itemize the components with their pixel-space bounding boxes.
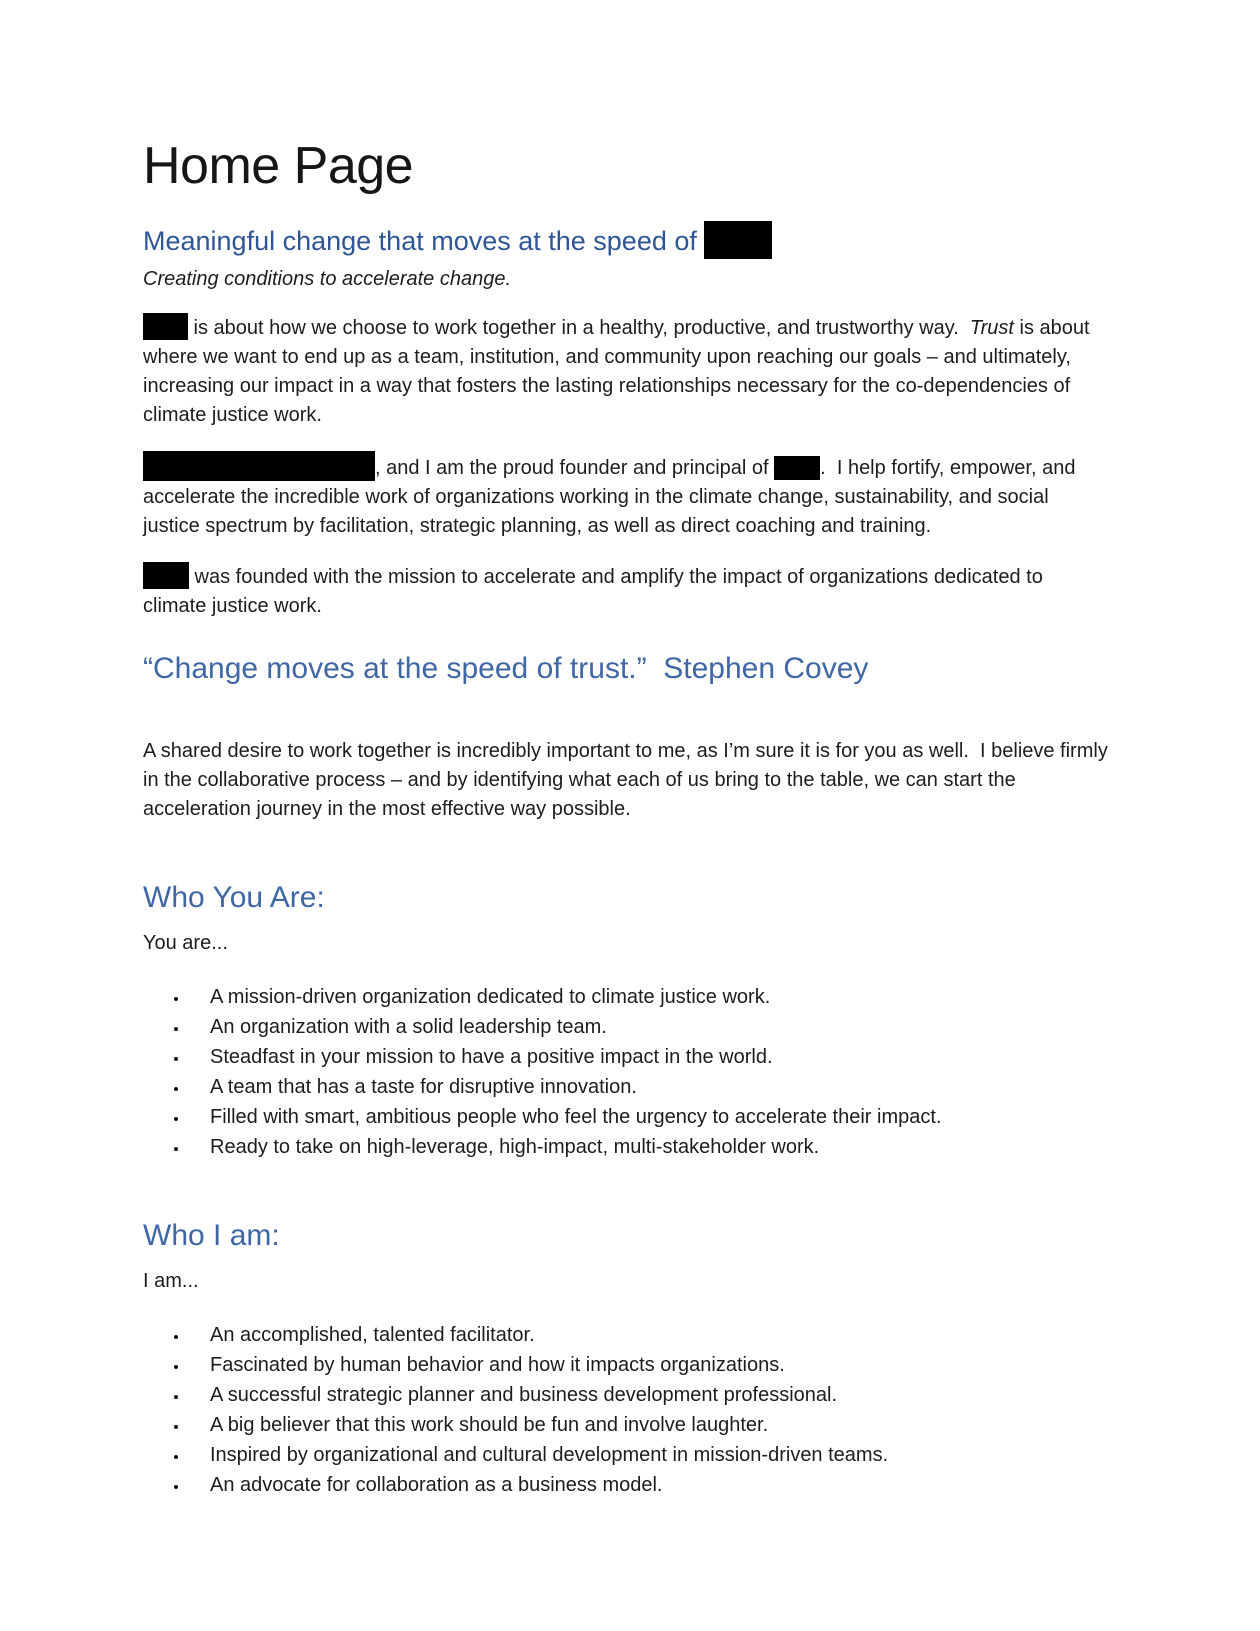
document-content (143, 221, 1110, 1500)
section-heading: “Change moves at the speed of trust.” Stephen Covey (143, 652, 869, 686)
sub-heading: Meaningful change that moves at the speed of (143, 221, 1110, 259)
redaction-box (143, 451, 375, 481)
paragraph: is about how we choose to work together in a healthy, productive, and trustworthy way. Trust is about where we want to end up as a team, institution, and community upon reaching our goals – and ultimately, increasing our impact in a way that fosters the lasting relationships necessary for the co-dependencies of climate justice work. (143, 313, 1110, 430)
paragraph: A shared desire to work together is incredibly important to me, as I’m sure it is for you as well. I believe firmly in the collaborative process – and by identifying what each of us bring to the table, we can start the acceleration journey in the most effective way possible. (143, 740, 1108, 821)
paragraph: I am... (143, 1270, 199, 1293)
list-item: • Ready to take on high-leverage, high-impact, multi-stakeholder work. (189, 1132, 1110, 1162)
bullet-list (143, 982, 1110, 1162)
redaction-box (704, 221, 772, 259)
list-item: • An accomplished, talented facilitator. (189, 1320, 1110, 1350)
list-item: • A team that has a taste for disruptive innovation. (189, 1072, 1110, 1102)
list-item: • A successful strategic planner and business development professional. (189, 1380, 1110, 1410)
redaction-box (143, 313, 188, 340)
list-item: • An organization with a solid leadership team. (189, 1012, 1110, 1042)
list-item: • A big believer that this work should be fun and involve laughter. (189, 1410, 1110, 1440)
list-item: • Filled with smart, ambitious people who feel the urgency to accelerate their impact. (189, 1102, 1110, 1132)
tagline: Creating conditions to accelerate change. (143, 268, 512, 291)
list-item: • An advocate for collaboration as a business model. (189, 1470, 1110, 1500)
list-item: • Steadfast in your mission to have a positive impact in the world. (189, 1042, 1110, 1072)
section-heading: Who I am: (143, 1219, 280, 1253)
paragraph: was founded with the mission to accelerate and amplify the impact of organizations dedicated to climate justice work. (143, 562, 1110, 621)
redaction-box (143, 562, 189, 589)
list-item: • A mission-driven organization dedicated to climate justice work. (189, 982, 1110, 1012)
paragraph: You are... (143, 932, 228, 955)
list-item: • Fascinated by human behavior and how it impacts organizations. (189, 1350, 1110, 1380)
paragraph: , and I am the proud founder and principal of . I help fortify, empower, and accelerate the incredible work of organizations working in the climate change, sustainability, and social justice spectrum by facilitation, strategic planning, as well as direct coaching and training. (143, 451, 1110, 541)
italic-text: Trust (969, 317, 1014, 340)
bullet-list (143, 1320, 1110, 1500)
redaction-box (774, 456, 820, 480)
section-heading: Who You Are: (143, 881, 325, 915)
document-title: Home Page (143, 137, 414, 195)
list-item: • Inspired by organizational and cultural development in mission-driven teams. (189, 1440, 1110, 1470)
